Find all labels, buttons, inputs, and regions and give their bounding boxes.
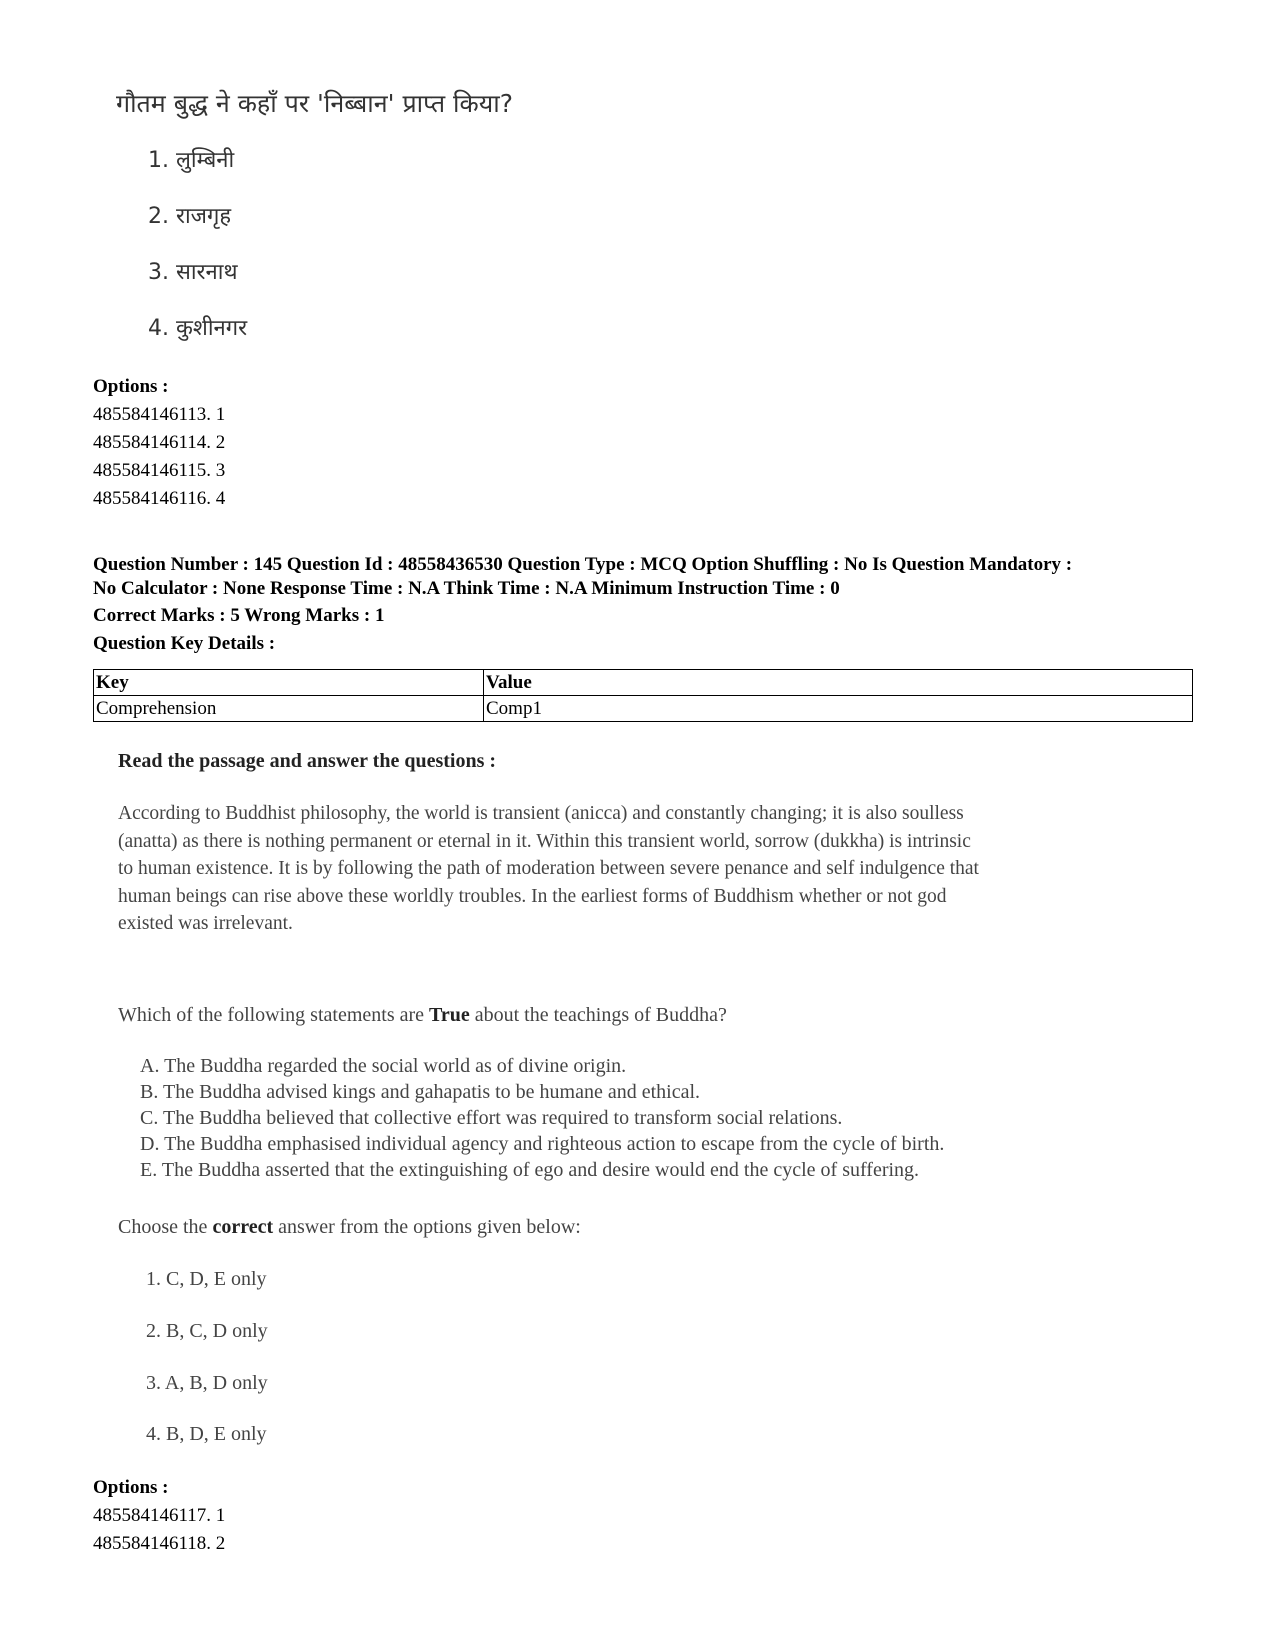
answer-choice-3: 3. A, B, D only: [146, 1372, 268, 1394]
passage-question-emphasis: True: [429, 1004, 470, 1026]
table-header-value: Value: [484, 670, 1193, 696]
option-id-1: 485584146117. 1: [93, 1505, 226, 1526]
option-id-4: 485584146116. 4: [93, 488, 226, 509]
choose-text: Choose the: [118, 1216, 213, 1238]
statement-c: C. The Buddha believed that collective effort was required to transform social relations.: [140, 1107, 843, 1129]
question-meta-line2: No Calculator : None Response Time : N.A Think Time : N.A Minimum Instruction Time : 0: [93, 578, 840, 599]
answer-choice-2: 2. B, C, D only: [146, 1320, 268, 1342]
table-cell-key: Comprehension: [94, 696, 484, 722]
key-details-label: Question Key Details :: [93, 633, 276, 654]
option-id-1: 485584146113. 1: [93, 404, 226, 425]
choose-instruction: [118, 1216, 581, 1239]
choose-emphasis: correct: [212, 1216, 274, 1238]
passage-question: [118, 1004, 727, 1027]
choice-1: 1. लुम्बिनी: [148, 148, 235, 173]
table-row: [94, 696, 1193, 722]
option-id-2: 485584146114. 2: [93, 432, 226, 453]
statement-a: A. The Buddha regarded the social world as of divine origin.: [140, 1055, 627, 1077]
passage-title: Read the passage and answer the questions :: [118, 750, 497, 772]
choice-3: 3. सारनाथ: [148, 260, 238, 285]
statement-d: D. The Buddha emphasised individual agency and righteous action to escape from the cycle of birth.: [140, 1133, 945, 1155]
passage-question-text-end: about the teachings of Buddha?: [469, 1004, 727, 1026]
option-id-3: 485584146115. 3: [93, 460, 226, 481]
table-header-key: Key: [94, 670, 484, 696]
option-id-2: 485584146118. 2: [93, 1533, 226, 1554]
passage-line: human beings can rise above these worldly troubles. In the earliest forms of Buddhism whether or not god: [118, 885, 947, 907]
passage-question-text: Which of the following statements are: [118, 1004, 430, 1026]
statement-b: B. The Buddha advised kings and gahapatis to be humane and ethical.: [140, 1081, 701, 1103]
passage-line: to human existence. It is by following the path of moderation between severe penance and self indulgence that: [118, 858, 979, 879]
choice-4: 4. कुशीनगर: [148, 316, 248, 341]
question-text-hindi: गौतम बुद्ध ने कहाँ पर 'निब्बान' प्राप्त किया?: [116, 89, 513, 118]
table-cell-value: Comp1: [484, 696, 1193, 722]
passage-line: According to Buddhist philosophy, the world is transient (anicca) and constantly changing; it is also soulless: [118, 803, 964, 824]
statement-e: E. The Buddha asserted that the extinguishing of ego and desire would end the cycle of suffering.: [140, 1159, 920, 1181]
options-label: Options :: [93, 1477, 169, 1498]
answer-choice-4: 4. B, D, E only: [146, 1423, 267, 1445]
key-details-table: [93, 669, 1193, 722]
options-label: Options :: [93, 376, 169, 397]
answer-choice-1: 1. C, D, E only: [146, 1268, 267, 1290]
passage-line: (anatta) as there is nothing permanent or eternal in it. Within this transient world, sorrow (dukkha) is intrinsic: [118, 830, 971, 852]
question-marks: Correct Marks : 5 Wrong Marks : 1: [93, 605, 385, 626]
choice-2: 2. राजगृह: [148, 204, 232, 229]
passage-body: [118, 800, 1178, 938]
table-header-row: [94, 670, 1193, 696]
passage-line: existed was irrelevant.: [118, 913, 293, 934]
question-meta-line1: Question Number : 145 Question Id : 48558436530 Question Type : MCQ Option Shuffling : No Is Question Mandatory :: [93, 554, 1073, 575]
choose-text-end: answer from the options given below:: [273, 1216, 581, 1238]
